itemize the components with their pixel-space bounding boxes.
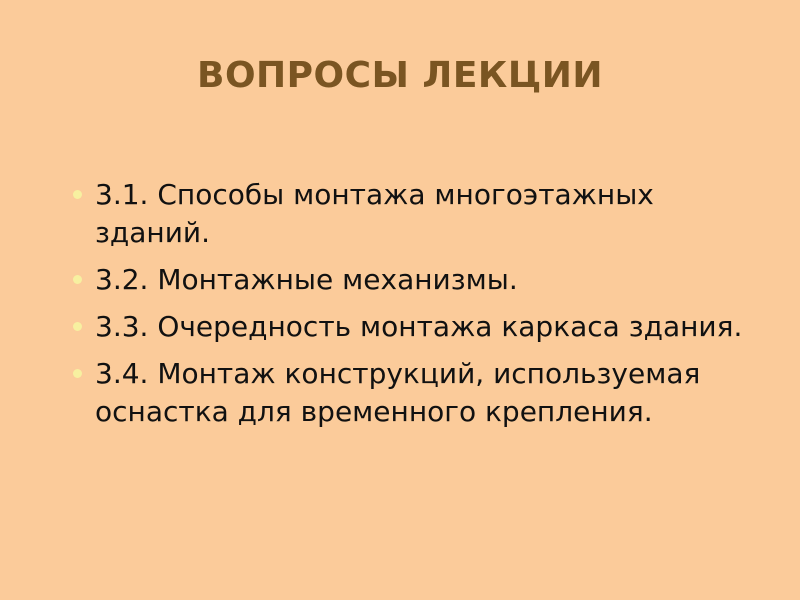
list-item-text: 3.2. Монтажные механизмы. [95, 263, 518, 296]
list-item [70, 355, 770, 431]
list-item [70, 261, 770, 299]
bullet-icon [73, 190, 82, 199]
list-item-text: 3.4. Монтаж конструкций, используемая оснастка для временного крепления. [95, 357, 701, 428]
list-item [70, 308, 770, 346]
list-item-text: 3.1. Способы монтажа многоэтажных зданий. [95, 178, 654, 249]
bullet-icon [73, 275, 82, 284]
list-item-text: 3.3. Очередность монтажа каркаса здания. [95, 310, 743, 343]
slide-title: ВОПРОСЫ ЛЕКЦИИ [197, 55, 603, 96]
bullet-list [70, 176, 770, 440]
list-item [70, 176, 770, 252]
bullet-icon [73, 322, 82, 331]
bullet-icon [73, 369, 82, 378]
